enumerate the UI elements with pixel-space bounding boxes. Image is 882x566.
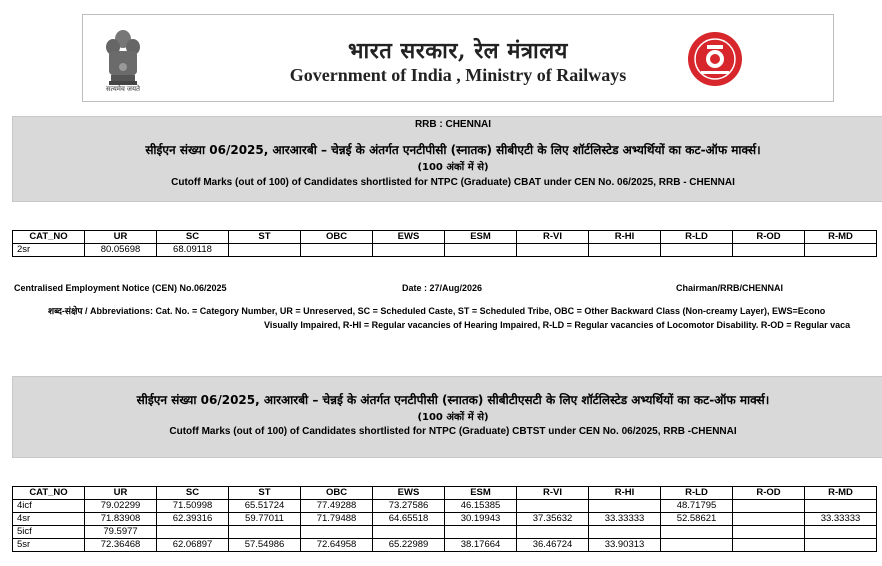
cutoff-cell [445,526,517,539]
section1-title-english: Cutoff Marks (out of 100) of Candidates shortlisted for NTPC (Graduate) CBAT under CEN No. 06/2025, RRB - CHENNAI [171,177,735,188]
category-cell: 4sr [13,513,85,526]
notice-date: Date : 27/Aug/2026 [402,283,483,293]
rrb-label: RRB : CHENNAI [414,119,492,130]
cutoff-cell: 48.71795 [661,500,733,513]
cutoff-cell [805,244,877,257]
section2-title-hindi: सीईएन संख्या 06/2025, आरआरबी – चेन्नई के अंतर्गत एनटीपीसी (स्नातक) सीबीटीएसटी के लिए शॉर्टलिस्टेड अभ्यर्थियों का कट-ऑफ मार्क्स। [136,393,770,407]
column-header: ESM [445,487,517,500]
cutoff-cell [733,244,805,257]
cutoff-cell: 62.06897 [157,539,229,552]
cutoff-cell: 46.15385 [445,500,517,513]
cutoff-cell [157,526,229,539]
cutoff-cell [229,244,301,257]
table-row [13,513,877,526]
cutoff-cell [373,244,445,257]
column-header: R-OD [733,231,805,244]
cutoff-cell: 59.77011 [229,513,301,526]
cutoff-cell: 64.65518 [373,513,445,526]
column-header: ST [229,487,301,500]
table-row [13,539,877,552]
cutoff-cell: 79.5977 [85,526,157,539]
cutoff-cell [661,526,733,539]
cutoff-cell: 71.83908 [85,513,157,526]
cutoff-cell [733,513,805,526]
cutoff-cell [373,526,445,539]
section1-banner [12,116,882,202]
column-header: R-OD [733,487,805,500]
column-header: OBC [301,487,373,500]
cutoff-cell [301,244,373,257]
cutoff-cell: 62.39316 [157,513,229,526]
cutoff-cell [805,539,877,552]
abbreviations-line-1: शब्द-संक्षेप / Abbreviations: Cat. No. = Category Number, UR = Unreserved, SC = Scheduled Caste, ST = Scheduled Tribe, OBC = Other Backward Class (Non-creamy Layer), EWS=Econo [48,306,826,316]
cutoff-cell [661,244,733,257]
abbreviations-line-2: Visually Impaired, R-HI = Regular vacancies of Hearing Impaired, R-LD = Regular vacancies of Locomotor Disability. R-OD = Regular vaca [264,320,851,330]
section2-title-english: Cutoff Marks (out of 100) of Candidates shortlisted for NTPC (Graduate) CBTST under CEN No. 06/2025, RRB -CHENNAI [169,426,737,437]
cutoff-cell [229,526,301,539]
table-header-row [13,231,877,244]
section2-subtitle-hindi: (100 अंकों में से) [417,412,489,423]
section1-title-hindi: सीईएन संख्या 06/2025, आरआरबी – चेन्नई के अंतर्गत एनटीपीसी (स्नातक) सीबीएटी के लिए शॉर्टलिस्टेड अभ्यर्थियों का कट-ऑफ मार्क्स। [145,143,761,157]
column-header: UR [85,231,157,244]
cutoff-cell [517,244,589,257]
cutoff-cell: 71.79488 [301,513,373,526]
cutoff-cell [805,500,877,513]
column-header: R-LD [661,231,733,244]
cutoff-cell [733,539,805,552]
cutoff-cell: 65.22989 [373,539,445,552]
cutoff-cell [589,244,661,257]
column-header: R-HI [589,231,661,244]
column-header: R-MD [805,487,877,500]
cutoff-cell: 73.27586 [373,500,445,513]
cutoff-cell: 71.50998 [157,500,229,513]
cutoff-cell [517,526,589,539]
emblem-caption: सत्यमेव जयते [105,86,141,93]
cutoff-cell: 77.49288 [301,500,373,513]
cutoff-cell: 38.17664 [445,539,517,552]
cutoff-cell [445,244,517,257]
table-header-row [13,487,877,500]
cutoff-cell: 65.51724 [229,500,301,513]
cutoff-cell [733,526,805,539]
column-header: OBC [301,231,373,244]
cutoff-cell: 30.19943 [445,513,517,526]
cutoff-cell [805,526,877,539]
column-header: R-HI [589,487,661,500]
indian-railways-logo-icon [687,31,743,87]
column-header: R-MD [805,231,877,244]
cutoff-cell [517,500,589,513]
category-cell: 2sr [13,244,85,257]
cutoff-cell: 33.90313 [589,539,661,552]
cutoff-table-cbtst [12,486,877,552]
cutoff-cell: 37.35632 [517,513,589,526]
cutoff-cell [661,539,733,552]
table-row [13,500,877,513]
header-title-hindi: भारत सरकार, रेल मंत्रालय [348,38,568,64]
column-header: SC [157,231,229,244]
cutoff-cell [589,500,661,513]
page-header [82,14,834,102]
cutoff-table-cbat [12,230,877,257]
cutoff-cell: 52.58621 [661,513,733,526]
cutoff-cell [301,526,373,539]
section2-banner [12,376,882,458]
category-cell: 4icf [13,500,85,513]
chairman-signature: Chairman/RRB/CHENNAI [676,283,784,293]
column-header: CAT_NO [13,487,85,500]
cutoff-cell: 72.36468 [85,539,157,552]
cutoff-cell: 57.54986 [229,539,301,552]
column-header: ST [229,231,301,244]
column-header: EWS [373,487,445,500]
cen-number: Centralised Employment Notice (CEN) No.06/2025 [14,283,227,293]
section1-subtitle-hindi: (100 अंकों में से) [417,162,489,173]
column-header: ESM [445,231,517,244]
column-header: R-VI [517,487,589,500]
cutoff-cell: 79.02299 [85,500,157,513]
cutoff-cell: 72.64958 [301,539,373,552]
header-title-english: Government of India , Ministry of Railways [289,65,627,85]
column-header: CAT_NO [13,231,85,244]
cutoff-cell: 80.05698 [85,244,157,257]
cutoff-cell [589,526,661,539]
column-header: SC [157,487,229,500]
cutoff-cell: 36.46724 [517,539,589,552]
column-header: R-LD [661,487,733,500]
cutoff-cell: 33.33333 [805,513,877,526]
table-row [13,526,877,539]
column-header: R-VI [517,231,589,244]
column-header: EWS [373,231,445,244]
category-cell: 5icf [13,526,85,539]
table-row [13,244,877,257]
column-header: UR [85,487,157,500]
category-cell: 5sr [13,539,85,552]
cutoff-cell: 33.33333 [589,513,661,526]
cutoff-cell [733,500,805,513]
cutoff-cell: 68.09118 [157,244,229,257]
